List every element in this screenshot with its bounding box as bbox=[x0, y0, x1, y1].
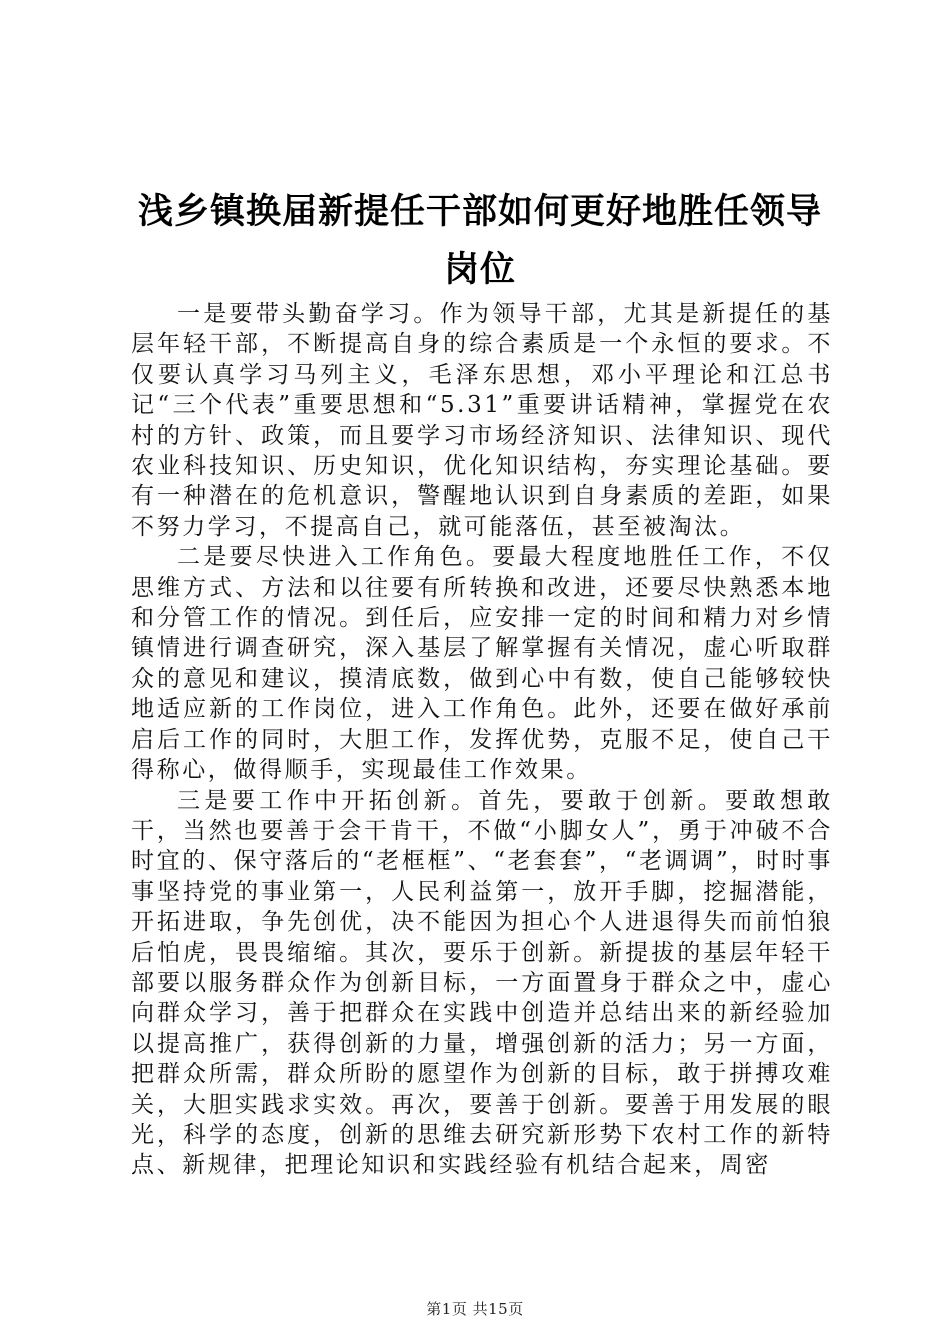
paragraph-2: 二是要尽快进入工作角色。要最大程度地胜任工作，不仅思维方式、方法和以往要有所转换和改进，还要尽快熟悉本地和分管工作的情况。到任后，应安排一定的时间和精力对乡情镇情进行调查研究，深入基层了解掌握有关情况，虚心听取群众的意见和建议，摸清底数，做到心中有数，使自己能够较快地适应新的工作岗位，进入工作角色。此外，还要在做好承前启后工作的同时，大胆工作，发挥优势，克服不足，使自己干得称心，做得顺手，实现最佳工作效果。 bbox=[131, 544, 833, 784]
document-body bbox=[131, 299, 833, 1181]
page-footer: 第1页 共15页 bbox=[426, 1300, 524, 1318]
paragraph-1: 一是要带头勤奋学习。作为领导干部，尤其是新提任的基层年轻干部，不断提高自身的综合素质是一个永恒的要求。不仅要认真学习马列主义，毛泽东思想，邓小平理论和江总书记“三个代表”重要思想和“5.31”重要讲话精神，掌握党在农村的方针、政策，而且要学习市场经济知识、法律知识、现代农业科技知识、历史知识，优化知识结构，夯实理论基础。要有一种潜在的危机意识，警醒地认识到自身素质的差距，如果不努力学习，不提高自己，就可能落伍，甚至被淘汰。 bbox=[131, 301, 833, 540]
document-title: 浅乡镇换届新提任干部如何更好地胜任领导岗位 bbox=[137, 191, 822, 291]
paragraph-3: 三是要工作中开拓创新。首先，要敢于创新。要敢想敢干，当然也要善于会干肯干，不做“小脚女人”，勇于冲破不合时宜的、保守落后的“老框框”、“老套套”，“老调调”，时时事事坚持党的事业第一，人民利益第一，放开手脚，挖掘潜能，开拓进取，争先创优，决不能因为担心个人进退得失而前怕狼后怕虎，畏畏缩缩。其次，要乐于创新。新提拔的基层年轻干部要以服务群众作为创新目标，一方面置身于群众之中，虚心向群众学习，善于把群众在实践中创造并总结出来的新经验加以提高推广，获得创新的力量，增强创新的活力；另一方面，把群众所需，群众所盼的愿望作为创新的目标，敢于拼搏攻难关，大胆实践求实效。再次，要善于创新。要善于用发展的眼光，科学的态度，创新的思维去研究新形势下农村工作的新特点、新规律，把理论知识和实践经验有机结合起来，周密 bbox=[131, 787, 833, 1179]
